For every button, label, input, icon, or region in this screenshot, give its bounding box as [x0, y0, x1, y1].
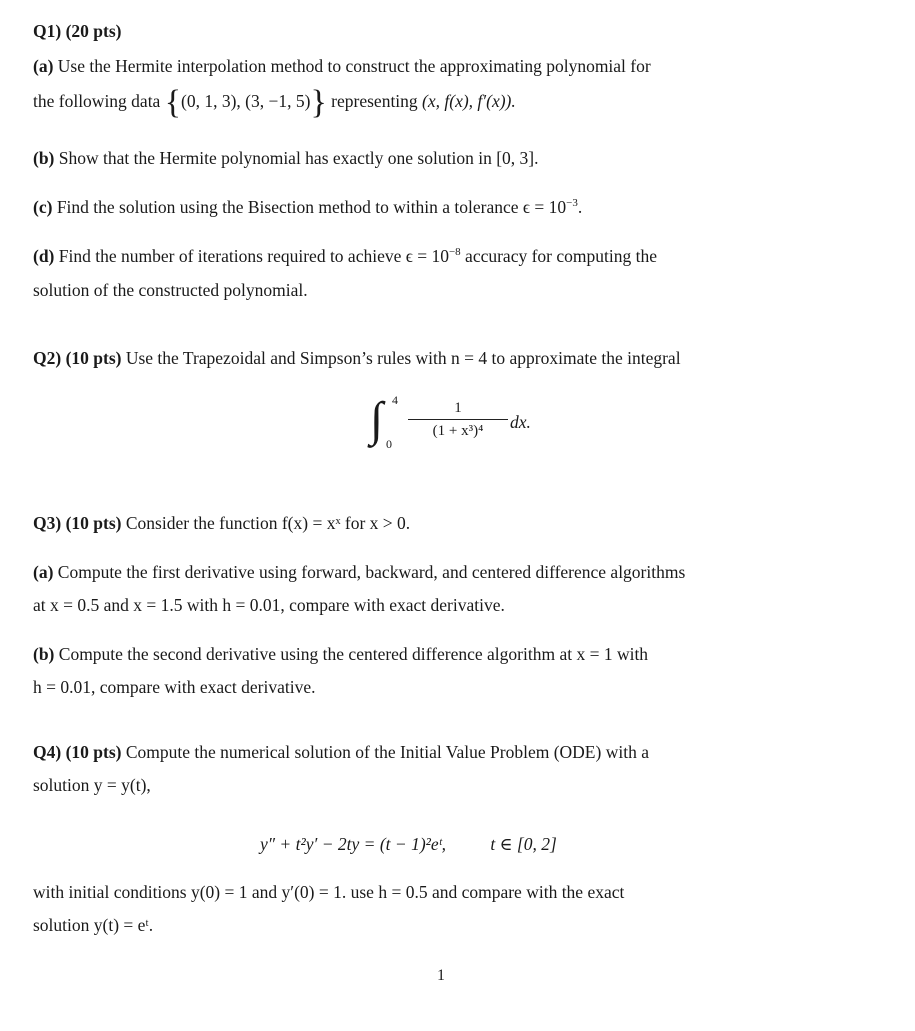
q3b-label: (b)	[33, 644, 55, 664]
q1a-text2: the following data	[33, 91, 161, 111]
q1d-text3: solution of the constructed polynomial.	[33, 280, 308, 300]
left-brace: {	[164, 84, 182, 121]
q3a-text1: Compute the first derivative using forward, backward, and centered difference algorithms	[57, 562, 686, 582]
q1a-data: (0, 1, 3), (3, −1, 5)	[181, 91, 311, 111]
q3b-text2: h = 0.01, compare with exact derivative.	[33, 677, 316, 697]
q3-line	[33, 512, 863, 535]
integrand-denominator: (1 + x³)⁴	[432, 423, 484, 439]
q1c-exponent: −3	[566, 197, 578, 210]
q1d-text2: accuracy for computing the	[460, 246, 657, 266]
integrand-fraction	[408, 399, 508, 440]
q1d-line2	[33, 279, 863, 302]
q4-text4: solution y(t) = eᵗ.	[33, 915, 154, 935]
q1d-exponent: −8	[448, 246, 461, 259]
q3a-line1	[33, 561, 863, 584]
q3a-text2: at x = 0.5 and x = 1.5 with h = 0.01, compare with exact derivative.	[33, 595, 505, 615]
q3-text: Consider the function f(x) = xˣ for x > 0.	[125, 513, 411, 533]
q4-line4	[33, 914, 863, 937]
integral-dx: dx.	[510, 412, 531, 432]
q1b-text: Show that the Hermite polynomial has exactly one solution in [0, 3].	[58, 148, 539, 168]
q1a-line1	[33, 55, 863, 78]
q1b-line	[33, 147, 863, 170]
q1c-text: Find the solution using the Bisection method to within a tolerance ϵ = 10	[56, 197, 567, 217]
q1a-repr: (x, f(x), f′(x)).	[422, 91, 516, 111]
ode-equation-text: y″ + t²y′ − 2ty = (t − 1)²eᵗ,	[260, 834, 446, 854]
q4-line3	[33, 881, 863, 904]
q3-heading: Q3) (10 pts)	[33, 513, 122, 533]
q3b-text1: Compute the second derivative using the centered difference algorithm at x = 1 with	[58, 644, 649, 664]
q1-heading-text: Q1) (20 pts)	[33, 21, 122, 41]
q2-line	[33, 347, 863, 370]
q1c-line	[33, 196, 863, 219]
q1d-text1: Find the number of iterations required to achieve ϵ = 10	[58, 246, 449, 266]
fraction-bar	[408, 419, 508, 420]
q3a-line2	[33, 594, 863, 617]
q4-heading: Q4) (10 pts)	[33, 742, 122, 762]
integral-upper-limit: 4	[392, 393, 398, 407]
q1a-text1: Use the Hermite interpolation method to construct the approximating polynomial for	[57, 56, 651, 76]
q1b-label: (b)	[33, 148, 55, 168]
q4-line2	[33, 774, 863, 797]
integral-sign: ∫	[370, 393, 384, 446]
page-number: 1	[437, 967, 445, 984]
q4-text3: with initial conditions y(0) = 1 and y′(0) = 1. use h = 0.5 and compare with the exact	[33, 882, 625, 902]
q1-heading	[33, 20, 863, 43]
q1c-label: (c)	[33, 197, 53, 217]
ode-domain: t ∈ [0, 2]	[490, 834, 557, 854]
q2-heading: Q2) (10 pts)	[33, 348, 122, 368]
q3b-line1	[33, 643, 863, 666]
q1d-label: (d)	[33, 246, 55, 266]
q3b-line2	[33, 676, 863, 699]
q3a-label: (a)	[33, 562, 54, 582]
q4-line1	[33, 741, 863, 764]
q4-text2: solution y = y(t),	[33, 775, 151, 795]
q4-text1: Compute the numerical solution of the Initial Value Problem (ODE) with a	[125, 742, 649, 762]
integrand-numerator: 1	[454, 400, 462, 416]
q1a-text3: representing	[331, 91, 418, 111]
integral-lower-limit: 0	[386, 437, 392, 451]
q1a-label: (a)	[33, 56, 54, 76]
q1a-line2	[33, 84, 863, 121]
right-brace: }	[310, 84, 327, 121]
q1d-line1	[33, 245, 863, 268]
q1c-end: .	[577, 197, 583, 217]
ode-equation	[260, 833, 557, 856]
q2-text: Use the Trapezoidal and Simpson’s rules with n = 4 to approximate the integral	[125, 348, 681, 368]
